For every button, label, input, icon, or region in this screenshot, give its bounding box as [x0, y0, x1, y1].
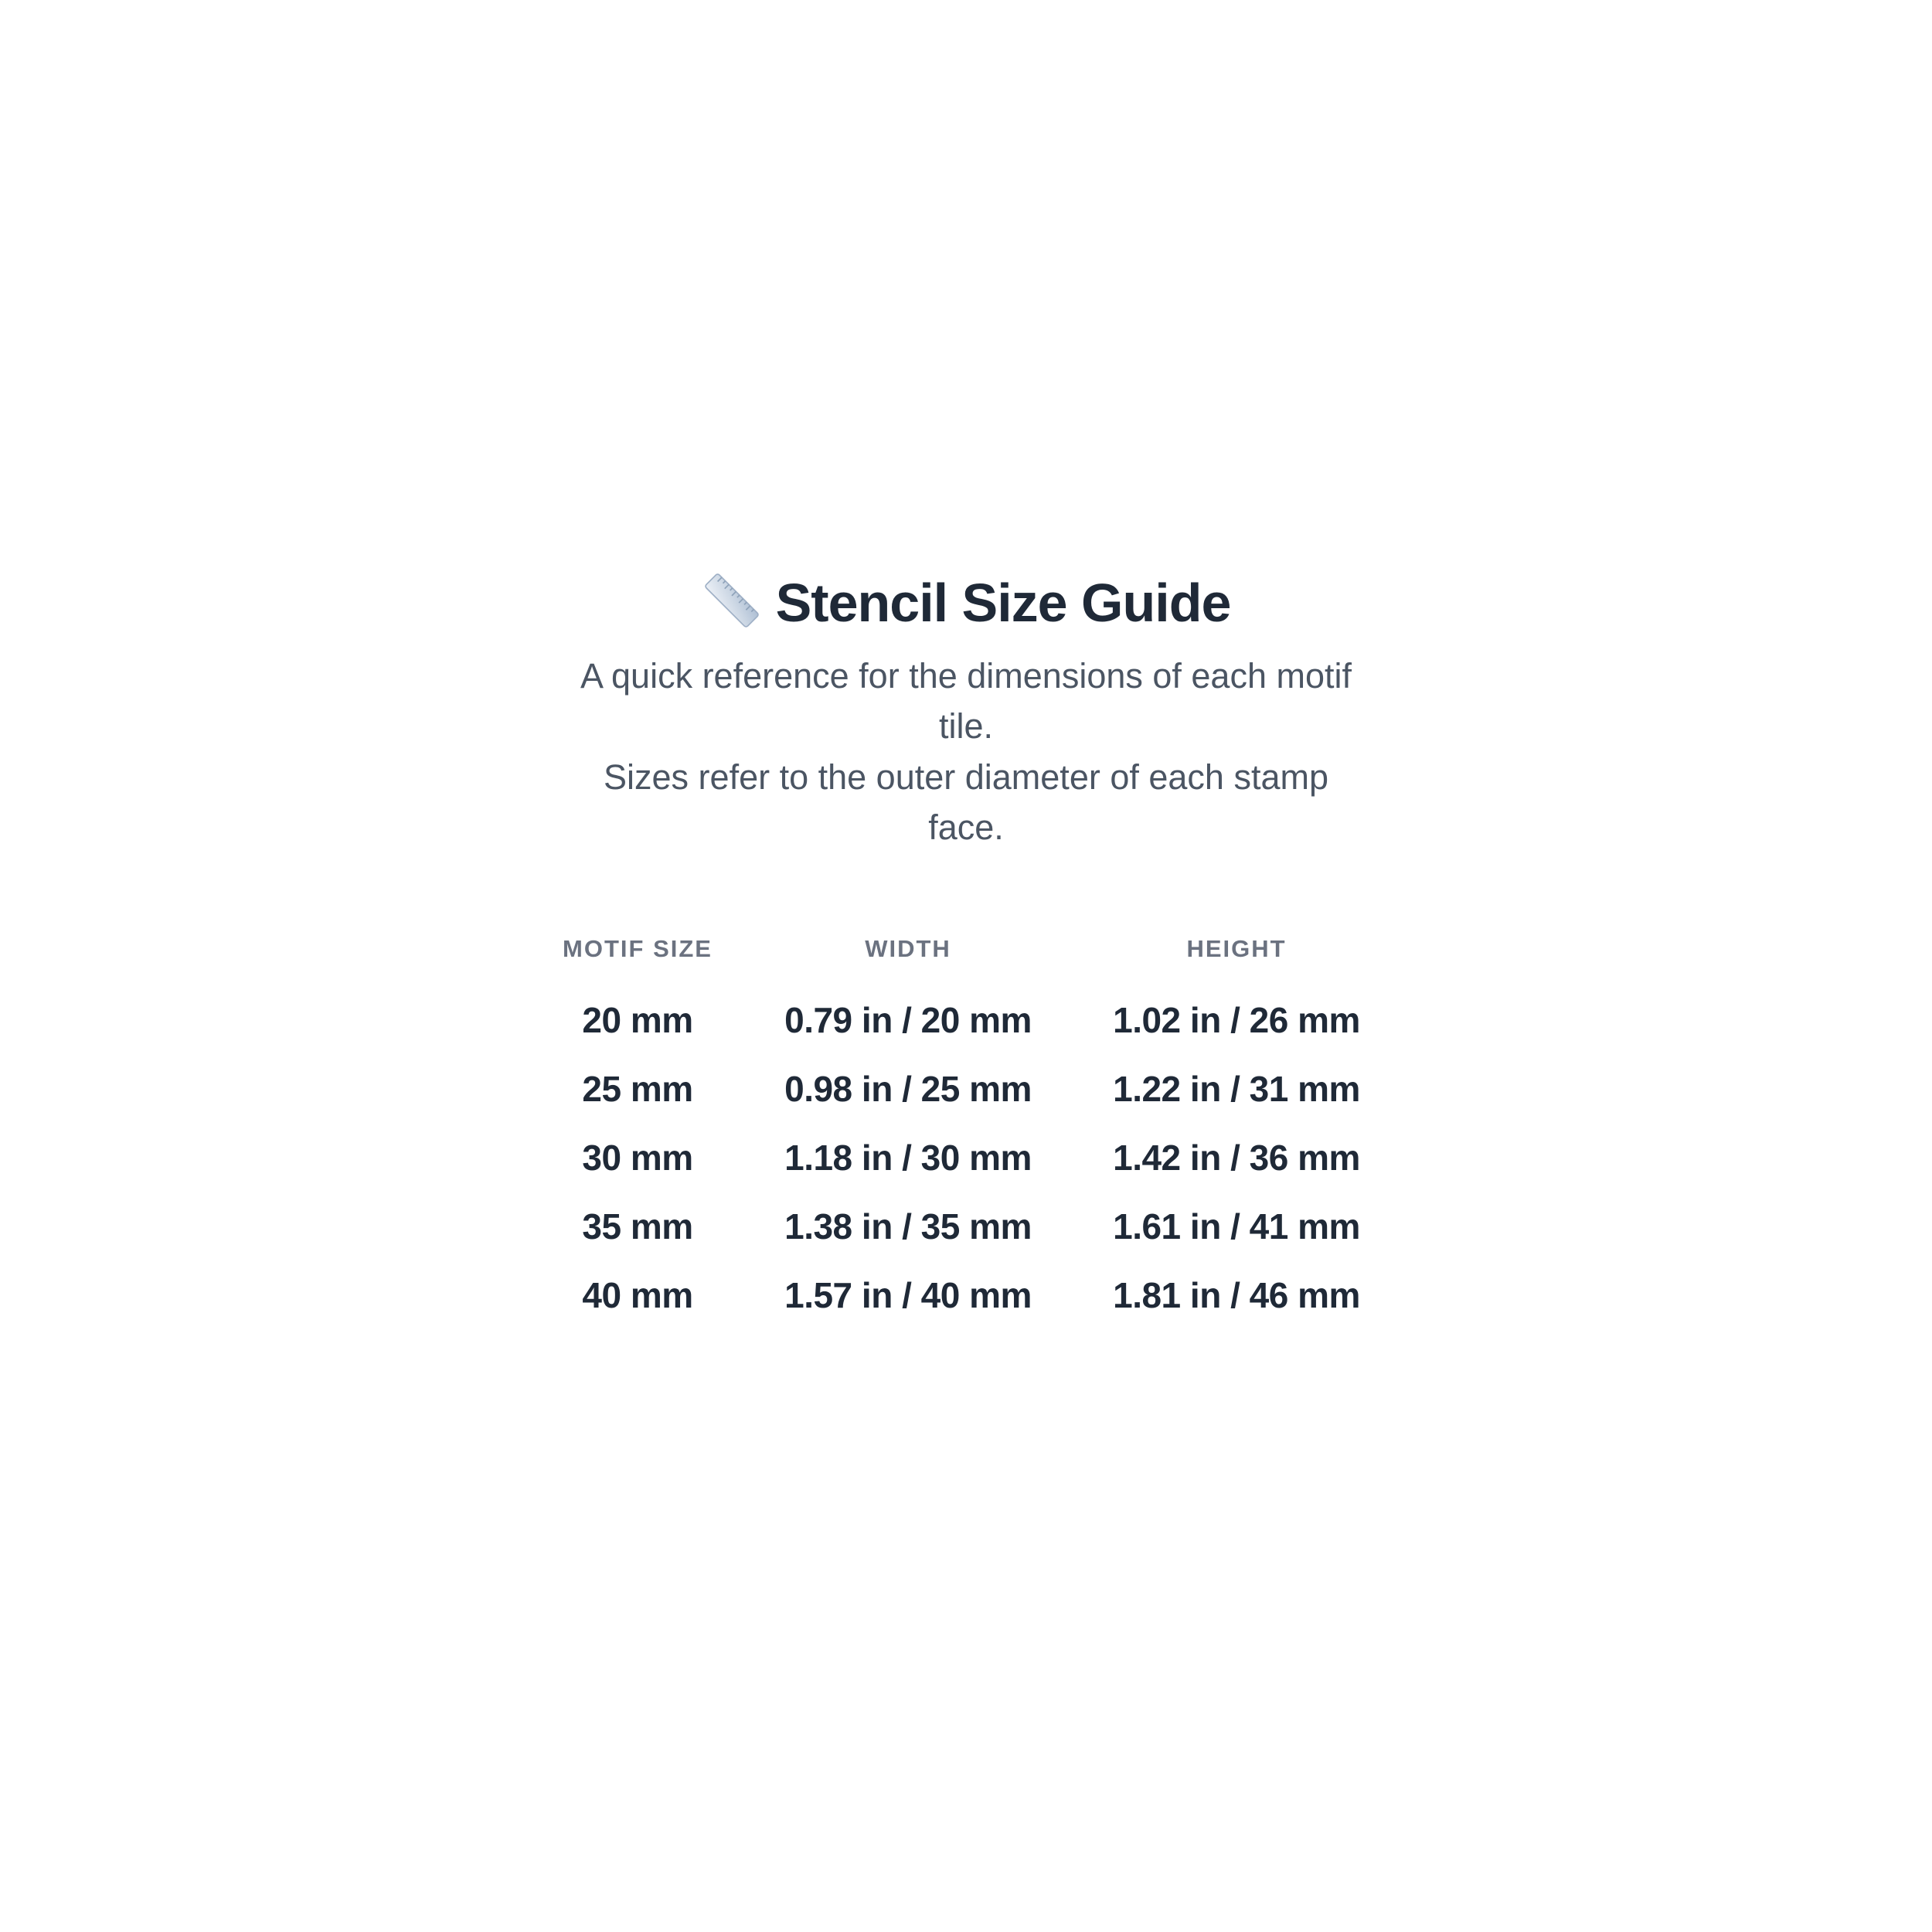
- table-row: [541, 1260, 1391, 1329]
- size-table: [541, 930, 1391, 1329]
- table-row: [541, 1054, 1391, 1123]
- cell-width: 1.38 in / 35 mm: [784, 1206, 1032, 1247]
- subtitle-line: Sizes refer to the outer diameter of each stamp face.: [604, 757, 1328, 847]
- page-subtitle: [564, 651, 1368, 852]
- cell-height: 1.22 in / 31 mm: [1113, 1068, 1360, 1109]
- cell-width: 0.98 in / 25 mm: [784, 1068, 1032, 1109]
- page-title-row: [502, 570, 1430, 635]
- cell-width: 0.79 in / 20 mm: [784, 999, 1032, 1040]
- cell-height: 1.81 in / 46 mm: [1113, 1274, 1360, 1315]
- ruler-icon: [702, 570, 762, 631]
- size-guide-section: [502, 570, 1430, 1329]
- cell-height: 1.61 in / 41 mm: [1113, 1206, 1360, 1247]
- cell-height: 1.02 in / 26 mm: [1113, 999, 1360, 1040]
- table-row: [541, 985, 1391, 1054]
- cell-motif-size: 35 mm: [582, 1206, 693, 1247]
- table-row: [541, 1192, 1391, 1260]
- column-header-height: HEIGHT: [1186, 935, 1287, 962]
- subtitle-line: A quick reference for the dimensions of each motif tile.: [580, 656, 1352, 747]
- table-header-row: [541, 930, 1391, 968]
- cell-motif-size: 40 mm: [582, 1274, 693, 1315]
- cell-height: 1.42 in / 36 mm: [1113, 1137, 1360, 1178]
- table-row: [541, 1123, 1391, 1192]
- cell-width: 1.57 in / 40 mm: [784, 1274, 1032, 1315]
- cell-motif-size: 25 mm: [582, 1068, 693, 1109]
- column-header-width: WIDTH: [865, 935, 951, 962]
- column-header-motif-size: MOTIF SIZE: [563, 935, 713, 962]
- page-title: Stencil Size Guide: [775, 573, 1231, 633]
- cell-width: 1.18 in / 30 mm: [784, 1137, 1032, 1178]
- cell-motif-size: 30 mm: [582, 1137, 693, 1178]
- cell-motif-size: 20 mm: [582, 999, 693, 1040]
